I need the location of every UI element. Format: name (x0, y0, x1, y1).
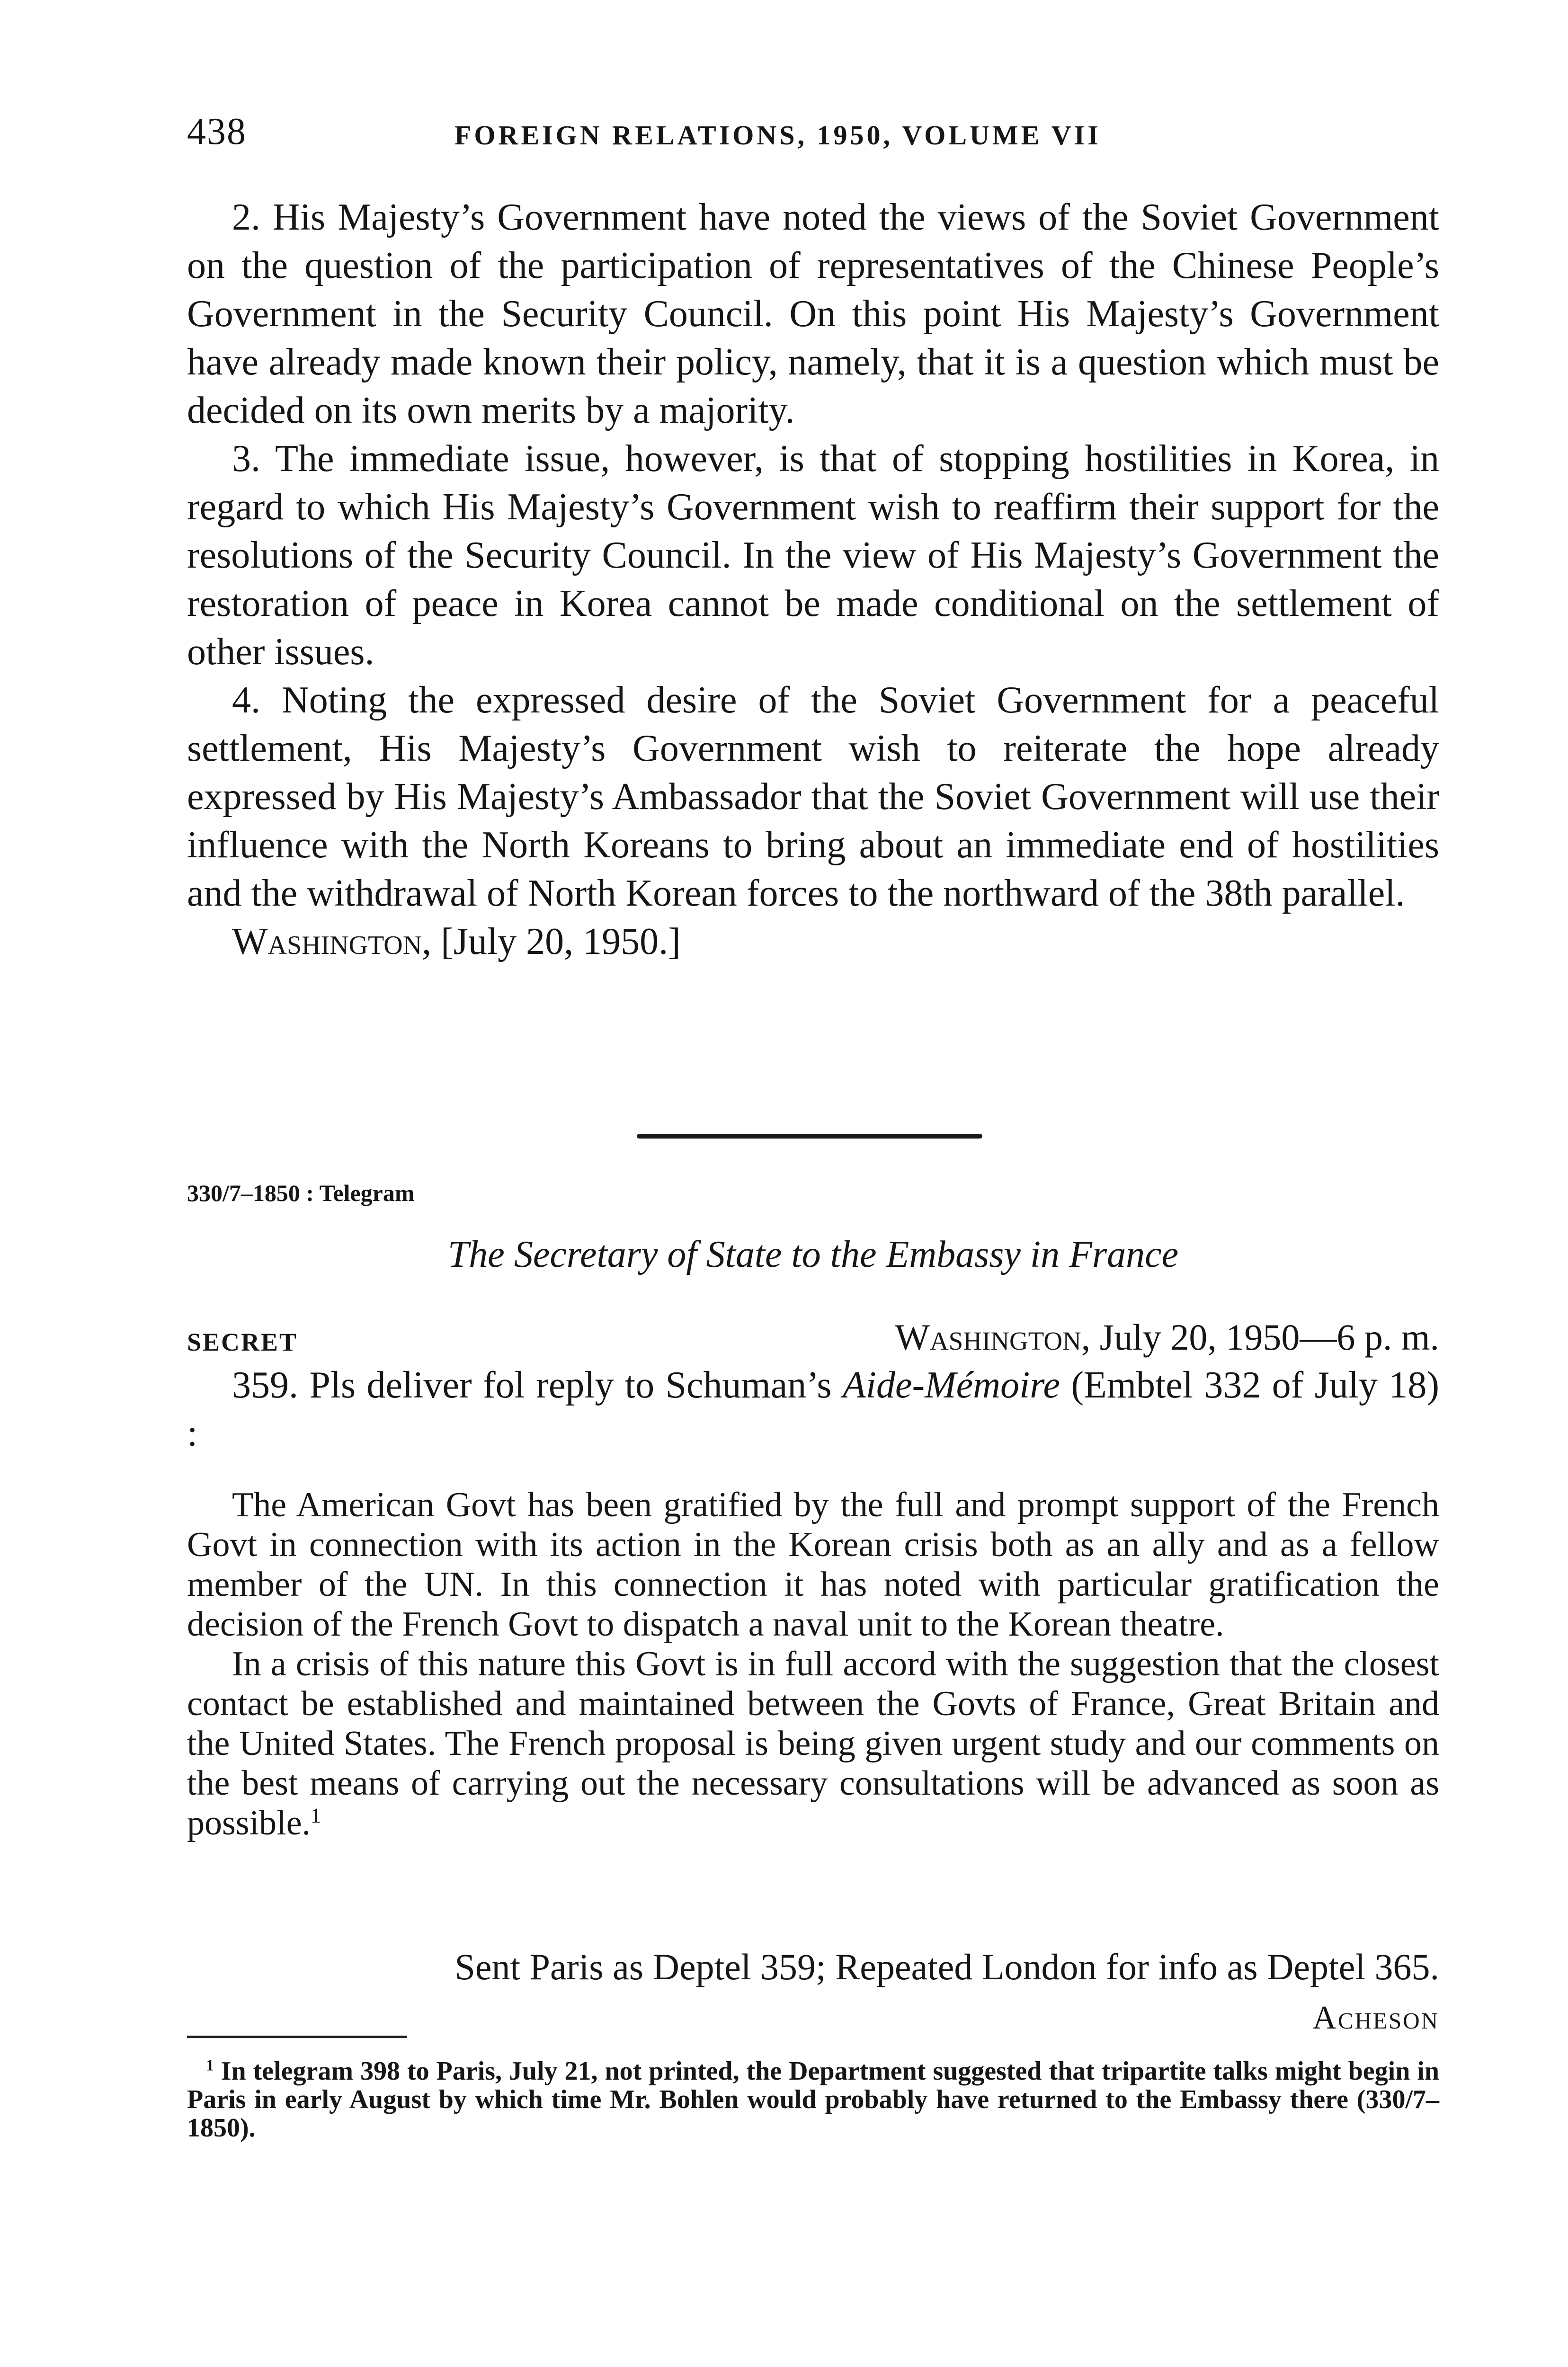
paragraph-4: 4. Noting the expressed desire of the Soviet Government for a peaceful settlement, His Majesty’s Government wish to reiterate the hope already expressed by His Majesty’s Ambassador that the Soviet Government will use their influence with the North Koreans to bring about an immediate end of hostilities and the withdrawal of North Korean forces to the northward of the 38th parallel. (187, 679, 1439, 914)
paragraph-2: 2. His Majesty’s Government have noted the views of the Soviet Government on the question of the participation of representatives of the Chinese People’s Government in the Security Council. On this point His Majesty’s Government have already made known their policy, namely, that it is a question which must be decided on its own merits by a majority. (187, 196, 1439, 431)
dateline-text (895, 1314, 1439, 1361)
section-separator (637, 1134, 982, 1139)
intro-start: 359. Pls deliver fol reply to Schuman’s (232, 1364, 832, 1406)
section-british-note (187, 193, 1439, 966)
dateline-time: July 20, 1950—6 p. m. (1099, 1317, 1439, 1358)
paragraph-3: 3. The immediate issue, however, is that of stopping hostilities in Korea, in regard to which His Majesty’s Government wish to reaffirm their support for the resolutions of the Security Council. In the view of His Majesty’s Government the restoration of peace in Korea cannot be made conditional on the settlement of other issues. (187, 438, 1439, 673)
footnote-text: In telegram 398 to Paris, July 21, not printed, the Department suggested that tripartite talks might begin in Paris in early August by which time Mr. Bohlen would probably have returned to the Embassy there (330/7–1850). (187, 2056, 1439, 2143)
file-reference: 330/7–1850 : Telegram (187, 1180, 415, 1206)
intro-italic: Aide-Mémoire (842, 1364, 1060, 1406)
page-number: 438 (187, 111, 247, 152)
sent-line: Sent Paris as Deptel 359; Repeated London for info as Deptel 365. (454, 1946, 1439, 1987)
dateline (187, 1314, 1439, 1361)
intro-end: (Embtel 332 of July 18) : (187, 1364, 1440, 1454)
dateline-place: Washington, (895, 1317, 1091, 1358)
place-name: Washington, (232, 921, 432, 962)
signature: Acheson (1312, 2000, 1439, 2036)
reply-paragraph-1: The American Govt has been gratified by the full and prompt support of the French Govt in connection with its action in the Korean crisis both as an ally and as a fellow member of the UN. In this connection it has noted with particular gratification the decision of the French Govt to dispatch a naval unit to the Korean theatre. (187, 1486, 1439, 1644)
running-head: FOREIGN RELATIONS, 1950, VOLUME VII (454, 120, 1101, 151)
footnote-number: 1 (206, 2056, 214, 2074)
reply-paragraph-2-text: In a crisis of this nature this Govt is in full accord with the suggestion that the closest contact be established and maintained between the Govts of France, Great Britain and the United States. The French proposal is being given urgent study and our comments on the best means of carrying out the necessary consultations will be advanced as soon as possible. (187, 1645, 1439, 1842)
telegram-body (187, 1361, 1439, 1843)
footnote-rule (187, 2036, 407, 2038)
page-header (187, 108, 1439, 155)
document-title: The Secretary of State to the Embassy in France (447, 1234, 1179, 1275)
telegram-intro (187, 1361, 1439, 1458)
reply-paragraph-2 (187, 1644, 1439, 1843)
classification-label: SECRET (187, 1328, 298, 1356)
footnote (187, 2057, 1439, 2142)
note-date: [July 20, 1950.] (441, 921, 681, 962)
footnote-marker: 1 (311, 1803, 321, 1827)
place-date-line (187, 917, 1439, 966)
